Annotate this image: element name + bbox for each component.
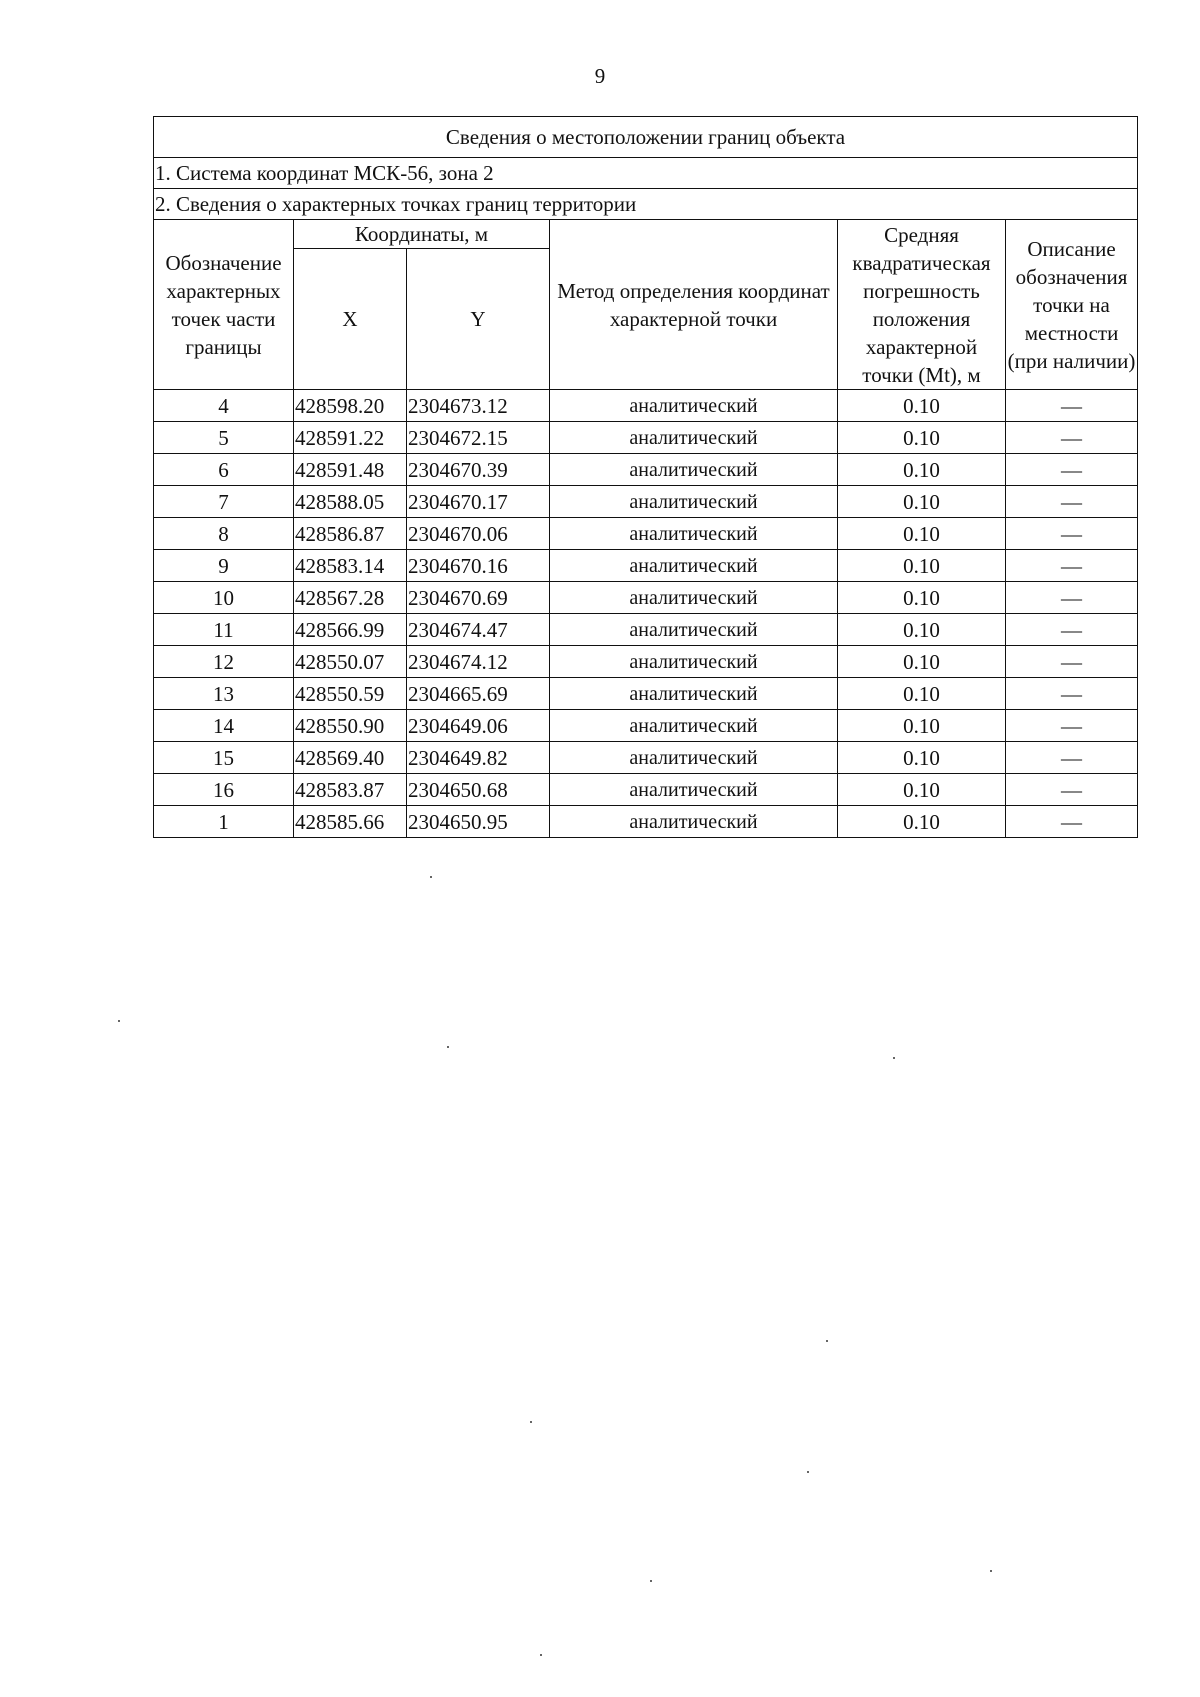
header-x: X: [294, 249, 407, 390]
table-row: [154, 678, 1138, 710]
table-row: [154, 614, 1138, 646]
x-coordinate-cell: 428569.40: [294, 742, 407, 774]
description-cell: —: [1006, 390, 1138, 422]
description-cell: —: [1006, 582, 1138, 614]
error-cell: 0.10: [838, 486, 1006, 518]
y-coordinate-cell: 2304649.82: [407, 742, 550, 774]
table-row: [154, 486, 1138, 518]
x-coordinate-cell: 428567.28: [294, 582, 407, 614]
error-cell: 0.10: [838, 806, 1006, 838]
method-cell: аналитический: [550, 582, 838, 614]
error-cell: 0.10: [838, 742, 1006, 774]
table-row: [154, 806, 1138, 838]
error-cell: 0.10: [838, 710, 1006, 742]
scan-speck: [650, 1580, 652, 1582]
method-cell: аналитический: [550, 486, 838, 518]
header-description: Описание обозначения точки на местности (при наличии): [1006, 220, 1138, 390]
method-cell: аналитический: [550, 454, 838, 486]
description-cell: —: [1006, 486, 1138, 518]
coordinate-system-label: 1. Система координат МСК-56, зона 2: [154, 158, 1138, 189]
scan-speck: [530, 1421, 532, 1423]
point-cell: 11: [154, 614, 294, 646]
x-coordinate-cell: 428550.59: [294, 678, 407, 710]
point-cell: 9: [154, 550, 294, 582]
boundary-coordinates-table: [153, 116, 1138, 838]
point-cell: 14: [154, 710, 294, 742]
scan-speck: [447, 1046, 449, 1048]
x-coordinate-cell: 428550.07: [294, 646, 407, 678]
description-cell: —: [1006, 454, 1138, 486]
point-cell: 4: [154, 390, 294, 422]
description-cell: —: [1006, 422, 1138, 454]
header-coordinates: Координаты, м: [294, 220, 550, 249]
error-cell: 0.10: [838, 550, 1006, 582]
scan-speck: [826, 1340, 828, 1342]
error-cell: 0.10: [838, 614, 1006, 646]
y-coordinate-cell: 2304670.16: [407, 550, 550, 582]
x-coordinate-cell: 428591.48: [294, 454, 407, 486]
point-cell: 1: [154, 806, 294, 838]
y-coordinate-cell: 2304650.68: [407, 774, 550, 806]
point-cell: 8: [154, 518, 294, 550]
point-cell: 10: [154, 582, 294, 614]
y-coordinate-cell: 2304673.12: [407, 390, 550, 422]
y-coordinate-cell: 2304670.69: [407, 582, 550, 614]
y-coordinate-cell: 2304670.06: [407, 518, 550, 550]
method-cell: аналитический: [550, 710, 838, 742]
point-cell: 12: [154, 646, 294, 678]
scan-speck: [893, 1057, 895, 1059]
error-cell: 0.10: [838, 518, 1006, 550]
description-cell: —: [1006, 518, 1138, 550]
error-cell: 0.10: [838, 582, 1006, 614]
x-coordinate-cell: 428583.87: [294, 774, 407, 806]
description-cell: —: [1006, 710, 1138, 742]
description-cell: —: [1006, 678, 1138, 710]
y-coordinate-cell: 2304674.12: [407, 646, 550, 678]
description-cell: —: [1006, 646, 1138, 678]
point-cell: 15: [154, 742, 294, 774]
description-cell: —: [1006, 806, 1138, 838]
method-cell: аналитический: [550, 678, 838, 710]
method-cell: аналитический: [550, 742, 838, 774]
table-row: [154, 518, 1138, 550]
point-cell: 7: [154, 486, 294, 518]
y-coordinate-cell: 2304665.69: [407, 678, 550, 710]
x-coordinate-cell: 428591.22: [294, 422, 407, 454]
description-cell: —: [1006, 614, 1138, 646]
y-coordinate-cell: 2304670.17: [407, 486, 550, 518]
table-row: [154, 742, 1138, 774]
scan-speck: [430, 876, 432, 878]
table-row: [154, 454, 1138, 486]
method-cell: аналитический: [550, 422, 838, 454]
method-cell: аналитический: [550, 774, 838, 806]
x-coordinate-cell: 428585.66: [294, 806, 407, 838]
y-coordinate-cell: 2304649.06: [407, 710, 550, 742]
header-point-designation: Обозначение характерных точек части границы: [154, 220, 294, 390]
x-coordinate-cell: 428583.14: [294, 550, 407, 582]
y-coordinate-cell: 2304674.47: [407, 614, 550, 646]
method-cell: аналитический: [550, 646, 838, 678]
x-coordinate-cell: 428586.87: [294, 518, 407, 550]
method-cell: аналитический: [550, 614, 838, 646]
x-coordinate-cell: 428550.90: [294, 710, 407, 742]
point-cell: 13: [154, 678, 294, 710]
error-cell: 0.10: [838, 390, 1006, 422]
table-row: [154, 774, 1138, 806]
error-cell: 0.10: [838, 774, 1006, 806]
scan-speck: [990, 1570, 992, 1572]
description-cell: —: [1006, 550, 1138, 582]
method-cell: аналитический: [550, 550, 838, 582]
table-caption: Сведения о местоположении границ объекта: [154, 117, 1138, 158]
error-cell: 0.10: [838, 678, 1006, 710]
y-coordinate-cell: 2304670.39: [407, 454, 550, 486]
table-row: [154, 390, 1138, 422]
header-method: Метод определения координат характерной точки: [550, 220, 838, 390]
table-row: [154, 646, 1138, 678]
point-cell: 16: [154, 774, 294, 806]
table-row: [154, 710, 1138, 742]
method-cell: аналитический: [550, 806, 838, 838]
table-row: [154, 422, 1138, 454]
header-error: Средняя квадратическая погрешность положения характерной точки (Mt), м: [838, 220, 1006, 390]
method-cell: аналитический: [550, 390, 838, 422]
header-y: Y: [407, 249, 550, 390]
points-heading: 2. Сведения о характерных точках границ территории: [154, 189, 1138, 220]
x-coordinate-cell: 428588.05: [294, 486, 407, 518]
error-cell: 0.10: [838, 422, 1006, 454]
point-cell: 5: [154, 422, 294, 454]
description-cell: —: [1006, 742, 1138, 774]
scan-speck: [807, 1471, 809, 1473]
point-cell: 6: [154, 454, 294, 486]
scan-speck: [118, 1020, 120, 1022]
table-row: [154, 582, 1138, 614]
x-coordinate-cell: 428566.99: [294, 614, 407, 646]
x-coordinate-cell: 428598.20: [294, 390, 407, 422]
scan-speck: [540, 1654, 542, 1656]
y-coordinate-cell: 2304672.15: [407, 422, 550, 454]
error-cell: 0.10: [838, 646, 1006, 678]
error-cell: 0.10: [838, 454, 1006, 486]
y-coordinate-cell: 2304650.95: [407, 806, 550, 838]
method-cell: аналитический: [550, 518, 838, 550]
table-row: [154, 550, 1138, 582]
description-cell: —: [1006, 774, 1138, 806]
page-number: 9: [594, 64, 606, 88]
